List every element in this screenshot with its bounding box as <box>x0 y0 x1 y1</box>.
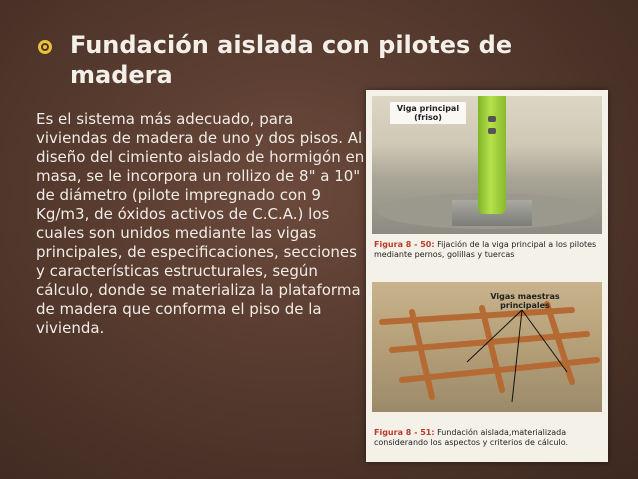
figure-bottom-label: Vigas maestras principales <box>490 292 560 310</box>
figure-bottom-caption-text: Fundación aislada,materializada considerando los aspectos y criterios de cálculo. <box>374 428 568 447</box>
figure-top-caption-text: Fijación de la viga principal a los pilotes mediante pernos, golillas y tuercas <box>374 240 597 259</box>
figure-bottom-caption-number: Figura 8 - 51: <box>374 428 435 437</box>
foundation-illustration <box>372 282 602 412</box>
figure-bottom-caption <box>374 428 602 448</box>
bolt-icon <box>488 116 496 122</box>
figure-panel <box>366 90 608 462</box>
bolt-icon <box>488 128 496 134</box>
wood-pile <box>478 96 506 214</box>
bullet-icon <box>38 40 52 54</box>
slide-title: Fundación aislada con pilotes de madera <box>70 31 513 89</box>
figure-top-label: Viga principal (friso) <box>390 102 466 124</box>
beams-svg <box>372 282 602 412</box>
slide-body-text: Es el sistema más adecuado, para viviendas de madera de uno y dos pisos. Al diseño del cimiento aislado de hormigón en masa, se le incorpora un rollizo de 8" a 10" de diámetro (pilote impregnado con 9 Kg/m3, de óxidos activos de C.C.A.) los cuales son unidos mediante las vigas principales, de especificaciones, secciones y características estructurales, según cálculo, donde se materializa la plataforma de madera que conforma el piso de la vivienda. <box>36 110 365 337</box>
pile-illustration <box>372 96 602 234</box>
figure-top-caption <box>374 240 602 260</box>
figure-top-caption-number: Figura 8 - 50: <box>374 240 435 249</box>
